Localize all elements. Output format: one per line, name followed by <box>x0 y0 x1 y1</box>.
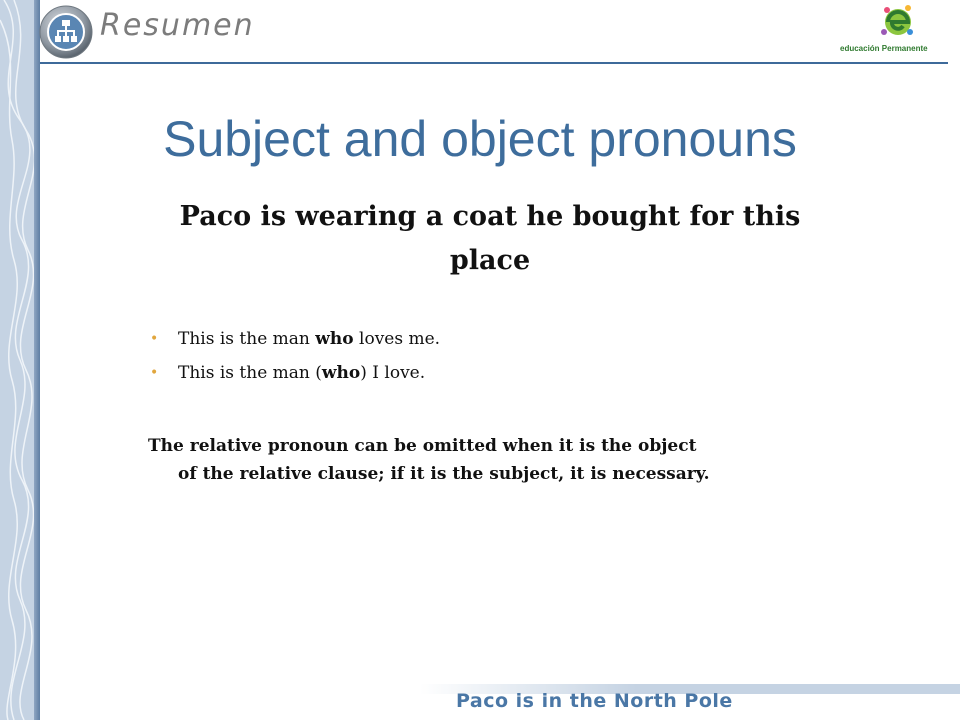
bullet-icon: • <box>150 331 159 347</box>
list-item: • This is the man (who) I love. <box>150 359 440 393</box>
bullet-icon: • <box>150 365 159 381</box>
left-decorative-strip <box>0 0 34 720</box>
slide-title: Subject and object pronouns <box>163 111 797 167</box>
header-title: Resumen <box>100 8 255 43</box>
left-vertical-bar <box>34 0 40 720</box>
footer-text: Paco is in the North Pole <box>456 690 733 712</box>
slide-subtitle: Paco is wearing a coat he bought for this place <box>179 201 801 276</box>
list-item: • This is the man who loves me. <box>150 325 440 359</box>
header-divider <box>40 62 948 64</box>
example-list <box>150 325 440 393</box>
note-line-2: of the relative clause; if it is the subject, it is necessary. <box>178 464 710 484</box>
sitemap-icon <box>38 4 94 60</box>
explanation-note <box>148 432 808 488</box>
logo-text: educación Permanente <box>840 44 928 53</box>
note-line-1: The relative pronoun can be omitted when it is the object <box>148 436 697 456</box>
educacion-permanente-logo <box>832 2 950 62</box>
